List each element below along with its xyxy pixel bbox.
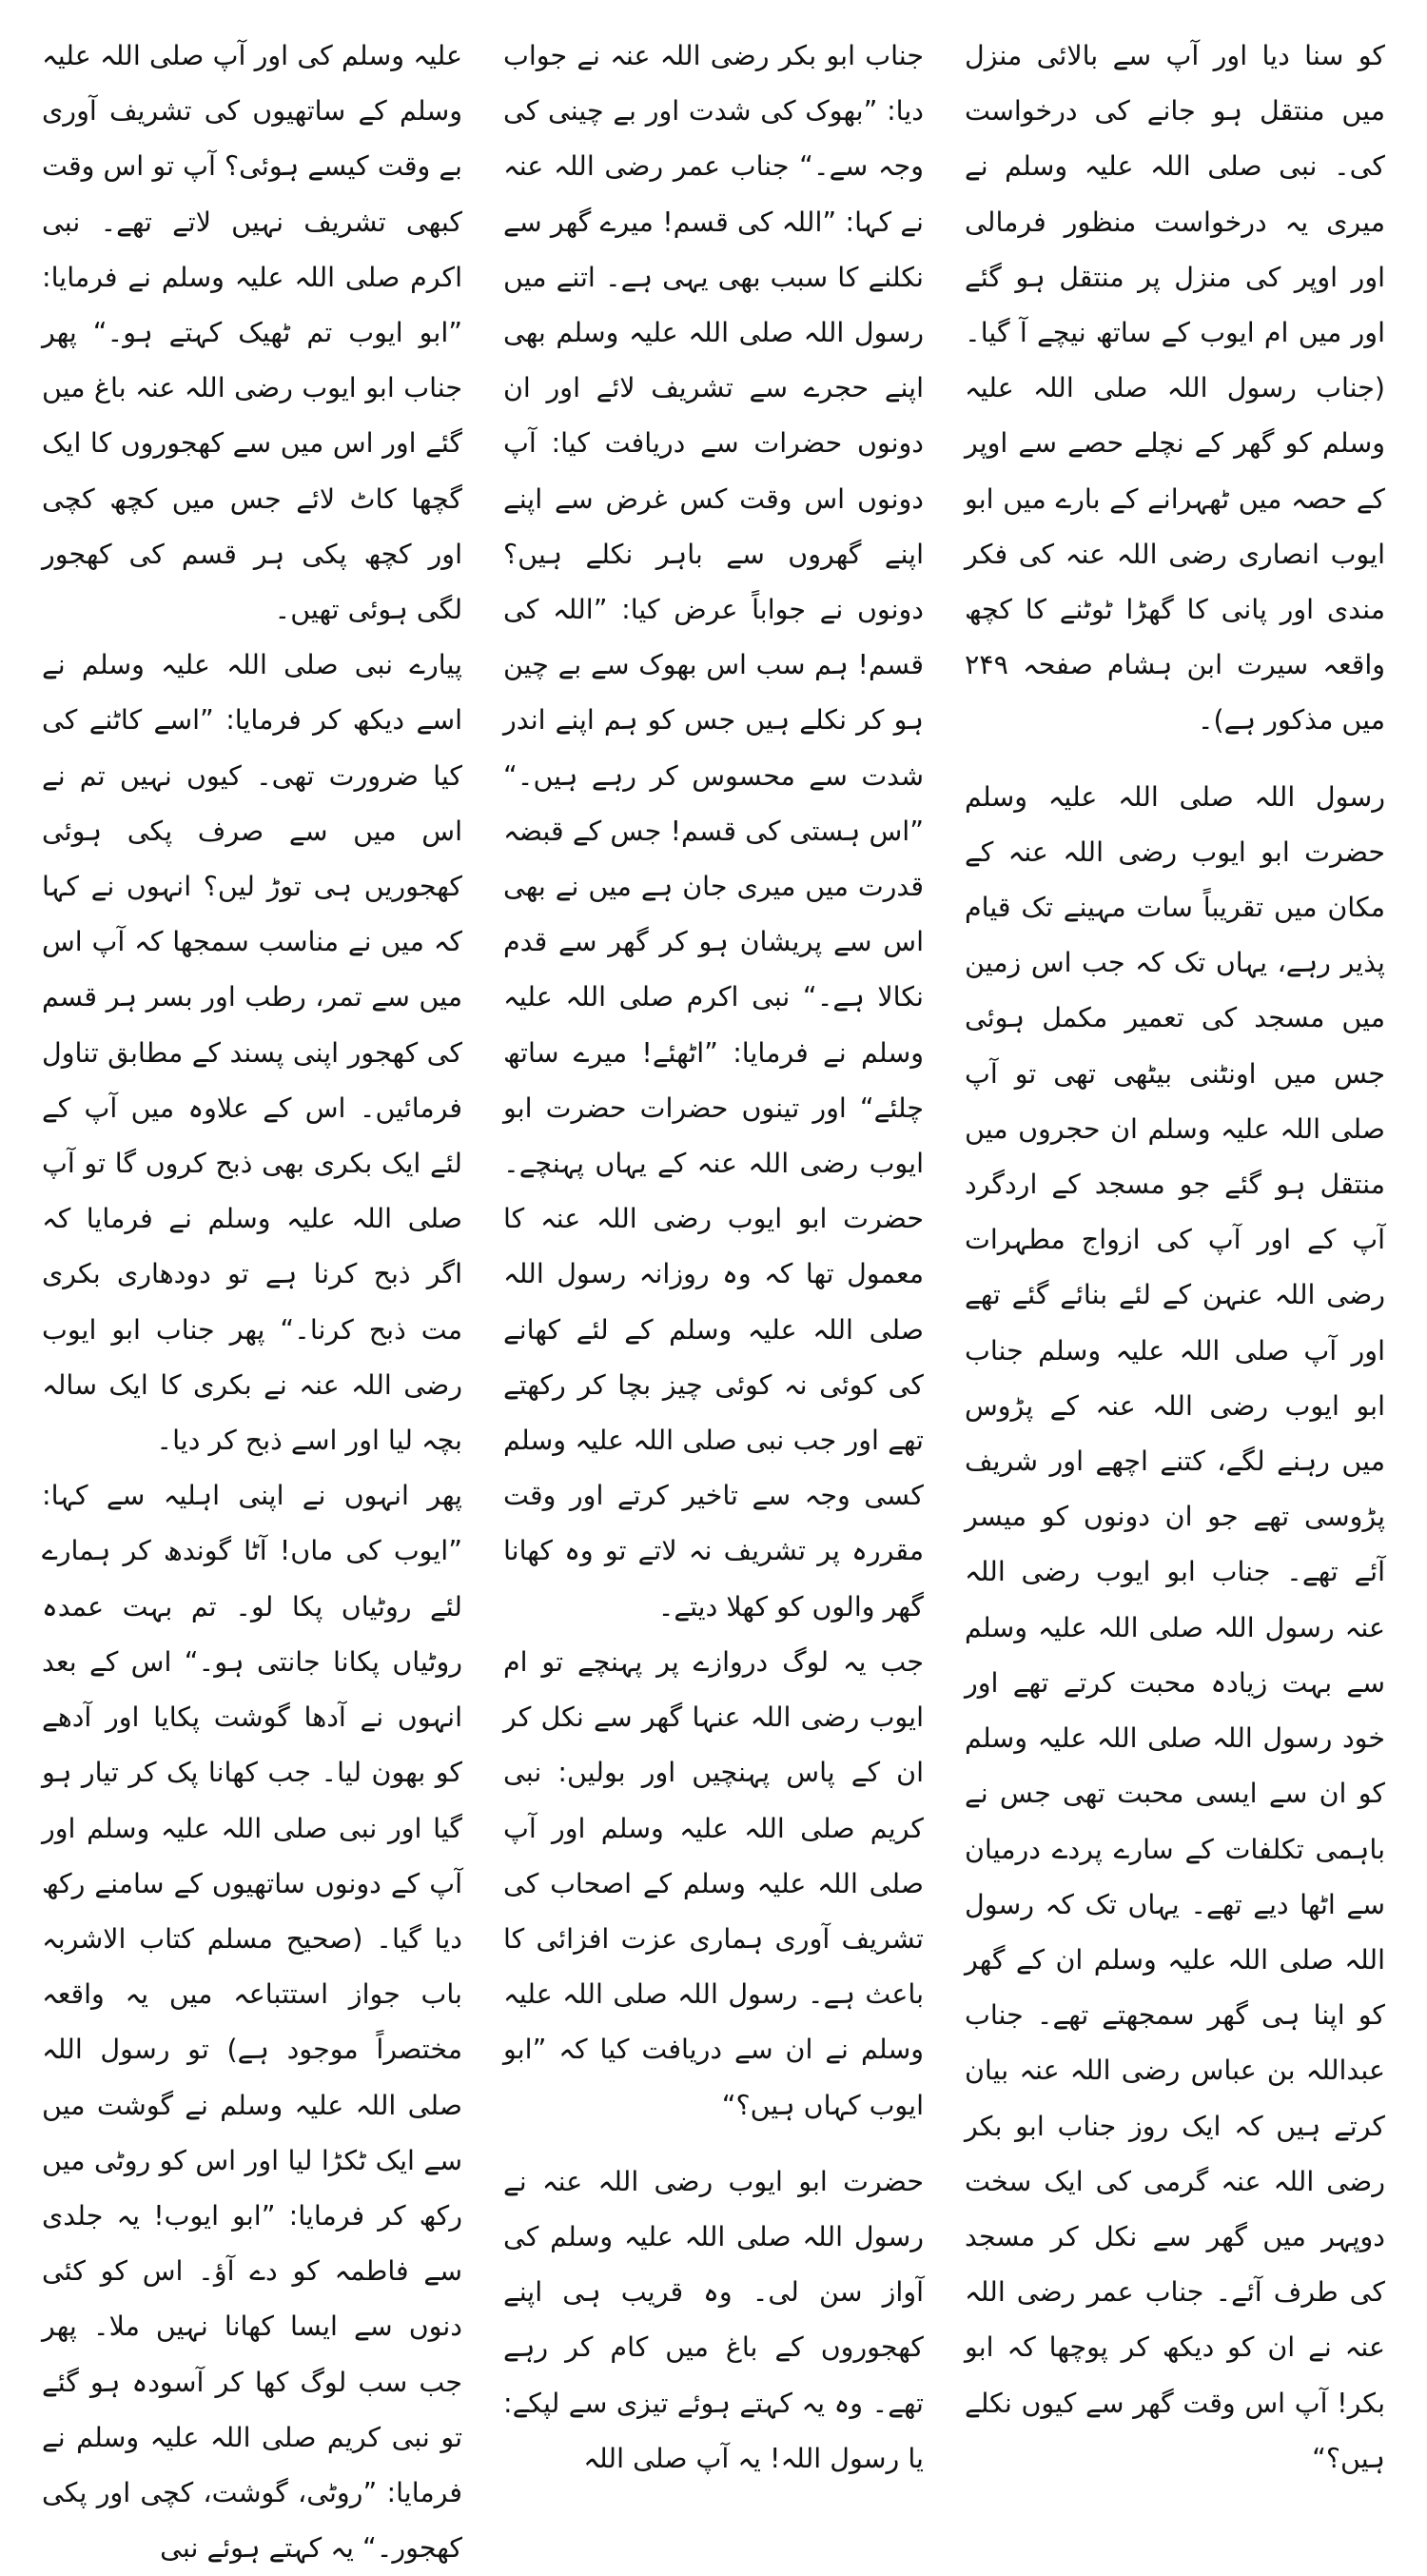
paragraph: جب یہ لوگ دروازے پر پہنچے تو ام ایوب رضی اللہ عنہا گھر سے نکل کر ان کے پاس پہنچیں اور بولیں: نبی کریم صلی اللہ علیہ وسلم اور آپ صلی اللہ علیہ وسلم کے اصحاب کی تشریف آوری ہماری عزت افزائی کا باعث ہے۔ رسول اللہ صلی اللہ علیہ وسلم نے ان سے دریافت کیا کہ ”ابو ایوب کہاں ہیں؟“ bbox=[503, 1645, 924, 2121]
paragraph: پھر انہوں نے اپنی اہلیہ سے کہا: ”ایوب کی ماں! آٹا گوندھ کر ہمارے لئے روٹیاں پکا لو۔ تم بہت عمدہ روٹیاں پکانا جانتی ہو۔“ اس کے بعد انہوں نے آدھا گوشت پکایا اور آدھے کو بھون لیا۔ جب کھانا پک کر تیار ہو گیا اور نبی صلی اللہ علیہ وسلم اور آپ کے دونوں ساتھیوں کے سامنے رکھ دیا گیا۔ (صحیح مسلم کتاب الاشربہ باب جواز استتباعہ میں یہ واقعہ مختصراً موجود ہے) تو رسول اللہ صلی اللہ علیہ وسلم نے گوشت میں سے ایک ٹکڑا لیا اور اس کو روٹی میں رکھ کر فرمایا: ”ابو ایوب! یہ جلدی سے فاطمہ کو دے آؤ۔ اس کو کئی دنوں سے ایسا کھانا نہیں ملا۔ پھر جب سب لوگ کھا کر آسودہ ہو گئے تو نبی کریم صلی اللہ علیہ وسلم نے فرمایا: ”روٹی، گوشت، کچی اور پکی کھجور۔“ یہ کہتے ہوئے نبی bbox=[42, 1480, 462, 2565]
paragraph: کو سنا دیا اور آپ سے بالائی منزل میں منتقل ہو جانے کی درخواست کی۔ نبی صلی اللہ علیہ وسلم نے میری یہ درخواست منظور فرمالی اور اوپر کی منزل پر منتقل ہو گئے اور میں ام ایوب کے ساتھ نیچے آ گیا۔ (جناب رسول اللہ صلی اللہ علیہ وسلم کو گھر کے نچلے حصے سے اوپر کے حصہ میں ٹھہرانے کے بارے میں ابو ایوب انصاری رضی اللہ عنہ کی فکر مندی اور پانی کا گھڑا ٹوٹنے کا کچھ واقعہ سیرت ابن ہشام صفحہ ۲۴۹ میں مذکور ہے)۔ bbox=[965, 40, 1385, 737]
paragraph: پیارے نبی صلی اللہ علیہ وسلم نے اسے دیکھ کر فرمایا: ”اسے کاٹنے کی کیا ضرورت تھی۔ کیوں نہیں تم نے اس میں سے صرف پکی ہوئی کھجوریں ہی توڑ لیں؟ انہوں نے کہا کہ میں نے مناسب سمجھا کہ آپ اس میں سے تمر، رطب اور بسر ہر قسم کی کھجور اپنی پسند کے مطابق تناول فرمائیں۔ اس کے علاوہ میں آپ کے لئے ایک بکری بھی ذبح کروں گا تو آپ صلی اللہ علیہ وسلم نے فرمایا کہ اگر ذبح کرنا ہے تو دودھاری بکری مت ذبح کرنا۔“ پھر جناب ابو ایوب رضی اللہ عنہ نے بکری کا ایک سالہ بچہ لیا اور اسے ذبح کر دیا۔ bbox=[42, 649, 462, 1457]
paragraph: علیہ وسلم کی اور آپ صلی اللہ علیہ وسلم کے ساتھیوں کی تشریف آوری بے وقت کیسے ہوئی؟ آپ تو اس وقت کبھی تشریف نہیں لاتے تھے۔ نبی اکرم صلی اللہ علیہ وسلم نے فرمایا: ”ابو ایوب تم ٹھیک کہتے ہو۔“ پھر جناب ابو ایوب رضی اللہ عنہ باغ میں گئے اور اس میں سے کھجوروں کا ایک گچھا کاٹ لائے جس میں کچھ کچی اور کچھ پکی ہر قسم کی کھجور لگی ہوئی تھیں۔ bbox=[42, 40, 462, 626]
text-column-left bbox=[42, 29, 462, 2565]
paragraph: رسول اللہ صلی اللہ علیہ وسلم حضرت ابو ایوب رضی اللہ عنہ کے مکان میں تقریباً سات مہینے تک قیام پذیر رہے، یہاں تک کہ جب اس زمین میں مسجد کی تعمیر مکمل ہوئی جس میں اونٹنی بیٹھی تھی تو آپ صلی اللہ علیہ وسلم ان حجروں میں منتقل ہو گئے جو مسجد کے اردگرد آپ کے اور آپ کی ازواج مطہرات رضی اللہ عنہن کے لئے بنائے گئے تھے اور آپ صلی اللہ علیہ وسلم جناب ابو ایوب رضی اللہ عنہ کے پڑوس میں رہنے لگے، کتنے اچھے اور شریف پڑوسی تھے جو ان دونوں کو میسر آئے تھے۔ جناب ابو ایوب رضی اللہ عنہ رسول اللہ صلی اللہ علیہ وسلم سے بہت زیادہ محبت کرتے تھے اور خود رسول اللہ صلی اللہ علیہ وسلم کو ان سے ایسی محبت تھی جس نے باہمی تکلفات کے سارے پردے درمیان سے اٹھا دیے تھے۔ یہاں تک کہ رسول اللہ صلی اللہ علیہ وسلم ان کے گھر کو اپنا ہی گھر سمجھتے تھے۔ جناب عبداللہ بن عباس رضی اللہ عنہ بیان کرتے ہیں کہ ایک روز جناب ابو بکر رضی اللہ عنہ گرمی کی ایک سخت دوپہر میں گھر سے نکل کر مسجد کی طرف آئے۔ جناب عمر رضی اللہ عنہ نے ان کو دیکھ کر پوچھا کہ ابو بکر! آپ اس وقت گھر سے کیوں نکلے ہیں؟“ bbox=[965, 780, 1385, 2474]
text-column-middle bbox=[503, 29, 924, 2474]
text-column-right bbox=[965, 29, 1385, 2474]
paragraph: حضرت ابو ایوب رضی اللہ عنہ نے رسول اللہ صلی اللہ علیہ وسلم کی آواز سن لی۔ وہ قریب ہی اپنے کھجوروں کے باغ میں کام کر رہے تھے۔ وہ یہ کہتے ہوئے تیزی سے لپکے: یا رسول اللہ! یہ آپ صلی اللہ bbox=[503, 2165, 924, 2474]
paragraph: جناب ابو بکر رضی اللہ عنہ نے جواب دیا: ”بھوک کی شدت اور بے چینی کی وجہ سے۔“ جناب عمر رضی اللہ عنہ نے کہا: ”اللہ کی قسم! میرے گھر سے نکلنے کا سبب بھی یہی ہے۔ اتنے میں رسول اللہ صلی اللہ علیہ وسلم بھی اپنے حجرے سے تشریف لائے اور ان دونوں حضرات سے دریافت کیا: آپ دونوں اس وقت کس غرض سے اپنے اپنے گھروں سے باہر نکلے ہیں؟ دونوں نے جواباً عرض کیا: ”اللہ کی قسم! ہم سب اس بھوک سے بے چین ہو کر نکلے ہیں جس کو ہم اپنے اندر شدت سے محسوس کر رہے ہیں۔“ ”اس ہستی کی قسم! جس کے قبضہ قدرت میں میری جان ہے میں نے بھی اس سے پریشان ہو کر گھر سے قدم نکالا ہے۔“ نبی اکرم صلی اللہ علیہ وسلم نے فرمایا: ”اٹھئے! میرے ساتھ چلئے“ اور تینوں حضرات حضرت ابو ایوب رضی اللہ عنہ کے یہاں پہنچے۔ حضرت ابو ایوب رضی اللہ عنہ کا معمول تھا کہ وہ روزانہ رسول اللہ صلی اللہ علیہ وسلم کے لئے کھانے کی کوئی نہ کوئی چیز بچا کر رکھتے تھے اور جب نبی صلی اللہ علیہ وسلم کسی وجہ سے تاخیر کرتے اور وقت مقررہ پر تشریف نہ لاتے تو وہ کھانا گھر والوں کو کھلا دیتے۔ bbox=[503, 40, 924, 1622]
